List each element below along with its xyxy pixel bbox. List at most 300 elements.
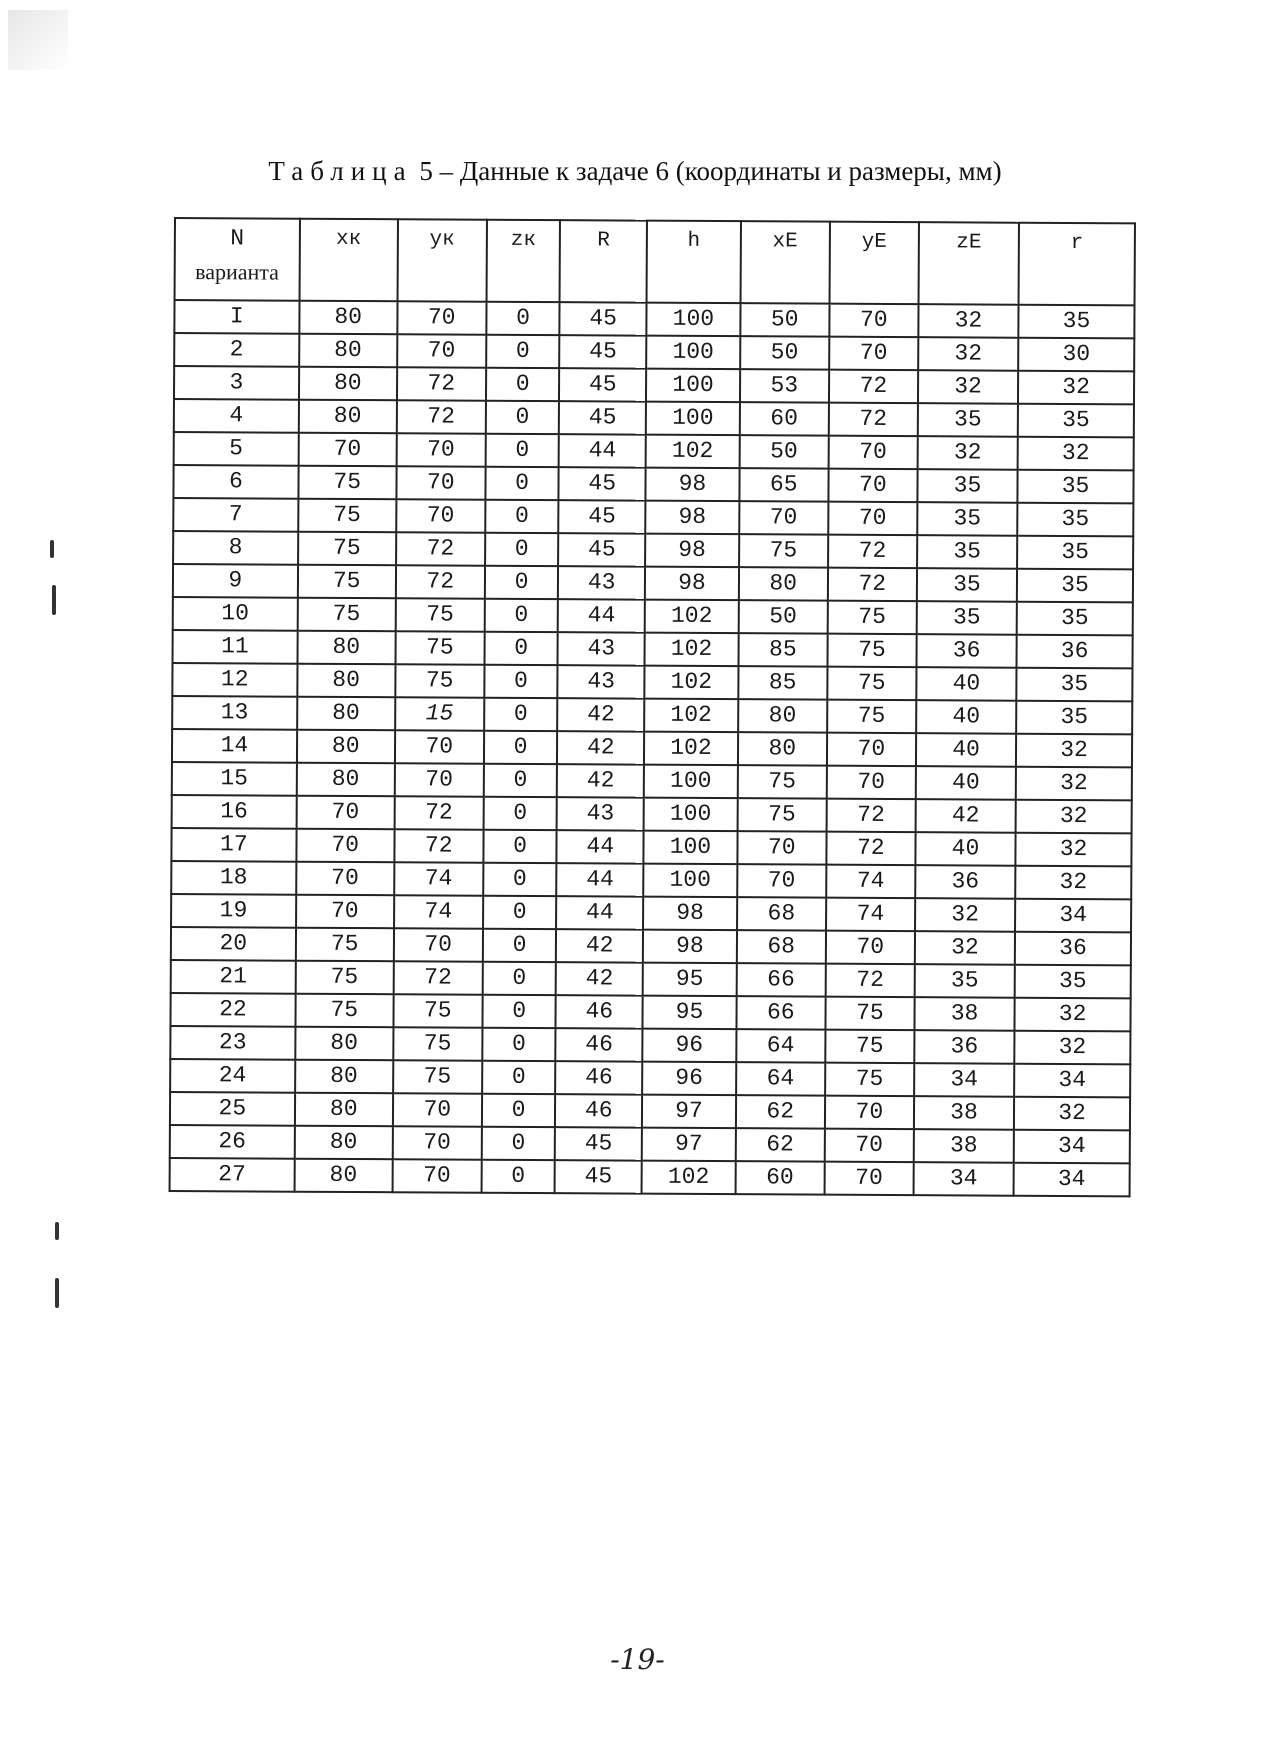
binding-mark [55,1278,59,1308]
cell-ye: 70 [825,1129,914,1162]
cell-zk: 0 [484,764,558,797]
cell-h: 98 [646,468,740,502]
cell-xk: 80 [295,1093,393,1127]
table-body [170,300,1135,1196]
cell-radius: 36 [1015,932,1131,966]
cell-r: 45 [559,368,646,401]
cell-r: 45 [560,302,647,335]
cell-r: 42 [556,962,643,995]
table-row [170,1125,1130,1163]
cell-yk: 15 [395,697,484,730]
cell-yk: 75 [395,664,484,697]
cell-zk: 0 [482,1061,556,1094]
cell-yk: 74 [394,862,483,895]
cell-variant: 6 [173,465,298,499]
cell-xe: 80 [738,732,827,765]
cell-ye: 74 [826,865,915,898]
cell-variant: 24 [170,1059,295,1093]
cell-xe: 75 [737,798,826,831]
cell-yk: 70 [396,433,485,466]
cell-radius: 32 [1018,437,1134,471]
cell-xe: 66 [736,963,825,996]
cell-xk: 75 [298,499,396,533]
cell-zk: 0 [484,731,558,764]
table-row [171,894,1131,932]
table-row [174,432,1134,470]
cell-h: 100 [644,765,738,799]
header-variant-word: варианта [195,259,280,285]
cell-xe: 70 [737,831,826,864]
table-row [174,333,1134,371]
cell-ze: 38 [914,997,1014,1031]
table-row [174,399,1134,437]
cell-xe: 66 [736,996,825,1029]
cell-radius: 30 [1018,338,1134,372]
cell-xe: 62 [735,1128,824,1161]
cell-h: 102 [644,732,738,766]
cell-radius: 34 [1014,1130,1130,1164]
cell-variant: 16 [172,795,297,829]
cell-yk: 72 [397,400,486,433]
cell-h: 102 [644,666,738,700]
table-row [173,597,1133,635]
table-row [171,828,1131,866]
table-row [173,531,1133,569]
cell-xe: 68 [737,897,826,930]
cell-variant: 13 [172,696,297,730]
cell-h: 100 [646,336,740,370]
cell-yk: 70 [397,301,486,334]
cell-variant: 10 [173,597,298,631]
header-ze: zE [918,222,1019,305]
header-h: h [647,221,741,304]
cell-ze: 42 [915,799,1015,833]
cell-zk: 0 [486,335,560,368]
cell-r: 43 [558,632,645,665]
cell-r: 46 [555,1094,642,1127]
cell-yk: 70 [394,763,483,796]
cell-h: 98 [643,897,737,931]
cell-radius: 32 [1016,734,1132,768]
cell-radius: 32 [1015,866,1131,900]
cell-variant: 14 [172,729,297,763]
table-row [172,696,1132,734]
cell-h: 95 [643,963,737,997]
cell-r: 45 [559,500,646,533]
cell-xe: 60 [735,1161,824,1194]
cell-yk: 72 [397,367,486,400]
cell-h: 98 [645,534,739,568]
table-row [173,630,1133,668]
cell-xk: 75 [295,961,393,995]
cell-zk: 0 [485,500,559,533]
cell-xk: 75 [296,928,394,962]
cell-radius: 35 [1018,404,1134,438]
table-row [170,993,1130,1031]
cell-yk: 75 [393,1060,482,1093]
header-xk: xк [299,219,397,302]
table-row [174,366,1134,404]
cell-ye: 75 [827,667,916,700]
table-row [170,1026,1130,1064]
cell-xe: 80 [738,699,827,732]
cell-xk: 80 [299,334,397,368]
cell-h: 97 [642,1095,736,1129]
cell-xk: 80 [296,763,394,797]
table-row [174,300,1134,338]
cell-yk: 75 [393,994,482,1027]
cell-variant: 17 [171,828,296,862]
cell-yk: 72 [393,961,482,994]
cell-variant: 22 [170,993,295,1027]
cell-h: 98 [643,930,737,964]
cell-xe: 68 [737,930,826,963]
caption-label: Таблица [268,156,413,186]
cell-zk: 0 [484,698,558,731]
cell-r: 46 [556,1028,643,1061]
cell-yk: 70 [393,1093,482,1126]
cell-radius: 35 [1016,701,1132,735]
cell-ze: 35 [917,469,1017,503]
cell-xe: 50 [739,435,828,468]
cell-r: 45 [559,401,646,434]
cell-r: 45 [555,1160,642,1193]
cell-zk: 0 [486,302,560,335]
page-number: -19- [610,1643,665,1676]
cell-radius: 36 [1017,635,1133,669]
cell-ye: 75 [825,1030,914,1063]
cell-zk: 0 [482,1127,556,1160]
binding-mark [50,540,54,558]
cell-yk: 75 [393,1027,482,1060]
cell-zk: 0 [485,566,559,599]
cell-xe: 65 [739,468,828,501]
cell-xe: 75 [739,534,828,567]
cell-radius: 32 [1015,998,1131,1032]
cell-radius: 35 [1017,569,1133,603]
cell-xk: 75 [295,994,393,1028]
cell-variant: 9 [173,564,298,598]
cell-r: 45 [559,335,646,368]
cell-yk: 75 [395,631,484,664]
cell-xk: 80 [297,697,395,731]
cell-variant: 4 [174,399,299,433]
cell-xk: 75 [298,466,396,500]
header-yk: yк [397,219,487,301]
cell-h: 102 [644,699,738,733]
cell-xk: 75 [297,598,395,632]
cell-zk: 0 [485,467,559,500]
cell-xk: 70 [296,862,394,896]
cell-yk: 70 [397,334,486,367]
cell-variant: 21 [171,960,296,994]
cell-ye: 74 [826,898,915,931]
table-row [172,663,1132,701]
cell-xk: 75 [298,532,396,566]
cell-variant: 12 [172,663,297,697]
table-row [172,762,1132,800]
cell-ze: 32 [918,436,1018,470]
cell-h: 100 [646,369,740,403]
table-row [173,564,1133,602]
cell-xe: 50 [738,600,827,633]
cell-xe: 85 [738,633,827,666]
table-row [172,795,1132,833]
cell-xe: 64 [736,1029,825,1062]
table-row [171,960,1131,998]
header-radius: r [1019,223,1135,306]
cell-radius: 34 [1014,1163,1130,1197]
cell-ze: 36 [914,1030,1014,1064]
cell-xk: 80 [297,631,395,665]
cell-xk: 80 [295,1027,393,1061]
table-caption [120,156,1150,187]
cell-h: 98 [645,501,739,535]
cell-ye: 70 [828,469,917,502]
cell-variant: 3 [174,366,299,400]
cell-ze: 32 [918,370,1018,404]
cell-xe: 64 [736,1062,825,1095]
cell-yk: 72 [396,565,485,598]
cell-ze: 36 [915,865,1015,899]
cell-r: 44 [557,830,644,863]
scan-shadow [8,10,68,70]
cell-variant: 20 [171,927,296,961]
cell-ze: 35 [917,502,1017,536]
cell-r: 44 [556,896,643,929]
cell-ze: 35 [918,403,1018,437]
cell-variant: 11 [173,630,298,664]
cell-ye: 70 [826,931,915,964]
cell-zk: 0 [482,962,556,995]
cell-ye: 70 [825,1096,914,1129]
cell-radius: 35 [1017,503,1133,537]
cell-xk: 80 [299,367,397,401]
cell-h: 102 [646,435,740,469]
cell-xk: 80 [297,664,395,698]
cell-radius: 32 [1014,1031,1130,1065]
binding-mark [55,1222,59,1240]
cell-ze: 35 [917,568,1017,602]
cell-variant: 27 [170,1158,295,1192]
cell-radius: 32 [1018,371,1134,405]
cell-h: 97 [642,1128,736,1162]
cell-r: 44 [559,434,646,467]
cell-xe: 70 [739,501,828,534]
cell-radius: 35 [1018,305,1134,339]
cell-zk: 0 [482,1094,556,1127]
cell-variant: 15 [172,762,297,796]
cell-ze: 40 [916,733,1016,767]
cell-h: 96 [642,1062,736,1096]
cell-xe: 50 [740,303,829,336]
cell-xe: 70 [737,864,826,897]
cell-xe: 60 [740,402,829,435]
cell-yk: 70 [396,499,485,532]
cell-h: 100 [647,303,741,337]
cell-zk: 0 [482,1028,556,1061]
cell-variant: 8 [173,531,298,565]
cell-xk: 80 [299,301,397,335]
cell-xe: 50 [740,336,829,369]
cell-ze: 36 [916,634,1016,668]
table-row [170,1059,1130,1097]
table-row [170,1092,1130,1130]
cell-xe: 75 [737,765,826,798]
cell-ye: 70 [824,1162,913,1195]
cell-ze: 38 [914,1096,1014,1130]
cell-ze: 32 [918,337,1018,371]
cell-ze: 34 [913,1162,1013,1196]
cell-r: 43 [558,566,645,599]
cell-ze: 38 [914,1129,1014,1163]
cell-xk: 70 [298,433,396,467]
cell-ye: 72 [829,403,918,436]
cell-r: 45 [555,1127,642,1160]
cell-ye: 72 [825,964,914,997]
cell-radius: 32 [1016,767,1132,801]
cell-h: 102 [645,600,739,634]
header-variant [175,218,300,301]
cell-r: 42 [556,929,643,962]
cell-variant: 25 [170,1092,295,1126]
cell-ye: 70 [827,733,916,766]
cell-h: 95 [643,996,737,1030]
cell-ye: 72 [828,535,917,568]
cell-h: 100 [644,831,738,865]
cell-xk: 75 [298,565,396,599]
cell-radius: 32 [1014,1097,1130,1131]
cell-r: 42 [557,731,644,764]
cell-zk: 0 [485,434,559,467]
cell-ye: 70 [829,304,918,337]
cell-yk: 70 [396,466,485,499]
cell-radius: 32 [1016,800,1132,834]
cell-r: 44 [557,863,644,896]
cell-ye: 72 [826,799,915,832]
cell-zk: 0 [482,995,556,1028]
cell-ze: 35 [915,964,1015,998]
cell-variant: 7 [173,498,298,532]
cell-r: 45 [559,467,646,500]
cell-variant: I [174,300,299,334]
cell-ye: 70 [828,436,917,469]
cell-xe: 80 [739,567,828,600]
cell-ze: 40 [915,832,1015,866]
cell-xk: 70 [296,895,394,929]
header-r: R [560,220,647,302]
cell-h: 98 [645,567,739,601]
header-zk: zк [486,220,560,302]
cell-radius: 35 [1017,536,1133,570]
cell-ye: 72 [829,370,918,403]
cell-r: 42 [557,764,644,797]
cell-ye: 75 [827,634,916,667]
header-variant-letter: N [230,225,245,252]
cell-ye: 75 [827,700,916,733]
table-row [173,465,1133,503]
cell-h: 96 [642,1029,736,1063]
cell-h: 102 [642,1161,736,1195]
cell-ze: 40 [916,766,1016,800]
cell-h: 100 [646,402,740,436]
cell-xk: 70 [296,796,394,830]
cell-xk: 80 [295,1060,393,1094]
cell-zk: 0 [485,533,559,566]
cell-r: 46 [555,1061,642,1094]
cell-variant: 23 [170,1026,295,1060]
cell-h: 100 [644,798,738,832]
cell-ye: 75 [825,1063,914,1096]
cell-yk: 70 [395,730,484,763]
cell-ye: 72 [826,832,915,865]
cell-xk: 70 [296,829,394,863]
cell-ze: 35 [917,535,1017,569]
cell-h: 102 [645,633,739,667]
cell-zk: 0 [486,368,560,401]
cell-zk: 0 [483,830,557,863]
data-table [169,217,1136,1197]
cell-r: 46 [556,995,643,1028]
cell-yk: 70 [392,1159,481,1192]
cell-xk: 80 [299,400,397,434]
cell-yk: 70 [392,1126,481,1159]
cell-zk: 0 [486,401,560,434]
cell-yk: 72 [394,829,483,862]
cell-r: 43 [558,665,645,698]
cell-variant: 2 [174,333,299,367]
cell-ze: 40 [916,700,1016,734]
header-ye: yE [829,222,919,304]
cell-ze: 34 [914,1063,1014,1097]
cell-xk: 80 [297,730,395,764]
cell-r: 43 [557,797,644,830]
cell-ye: 72 [828,568,917,601]
cell-ze: 35 [917,601,1017,635]
cell-xe: 53 [740,369,829,402]
cell-yk: 72 [394,796,483,829]
cell-r: 45 [558,533,645,566]
cell-xe: 85 [738,666,827,699]
table-row [170,1158,1130,1196]
header-xe: xE [740,221,830,303]
cell-ze: 32 [915,898,1015,932]
cell-zk: 0 [483,797,557,830]
table-row [173,498,1133,536]
cell-ye: 75 [825,997,914,1030]
cell-zk: 0 [484,632,558,665]
cell-zk: 0 [483,929,557,962]
cell-zk: 0 [484,665,558,698]
cell-zk: 0 [483,896,557,929]
cell-variant: 18 [171,861,296,895]
binding-mark [52,585,56,615]
cell-variant: 5 [174,432,299,466]
cell-r: 42 [557,698,644,731]
cell-ze: 40 [916,667,1016,701]
caption-text: 5 – Данные к задаче 6 (координаты и размеры, мм) [419,156,1002,186]
cell-yk: 75 [395,598,484,631]
cell-radius: 35 [1016,668,1132,702]
cell-yk: 70 [394,928,483,961]
cell-zk: 0 [485,599,559,632]
cell-xe: 62 [736,1095,825,1128]
cell-ze: 32 [918,304,1018,338]
cell-ye: 75 [827,601,916,634]
cell-h: 100 [643,864,737,898]
cell-r: 44 [558,599,645,632]
cell-radius: 35 [1017,602,1133,636]
